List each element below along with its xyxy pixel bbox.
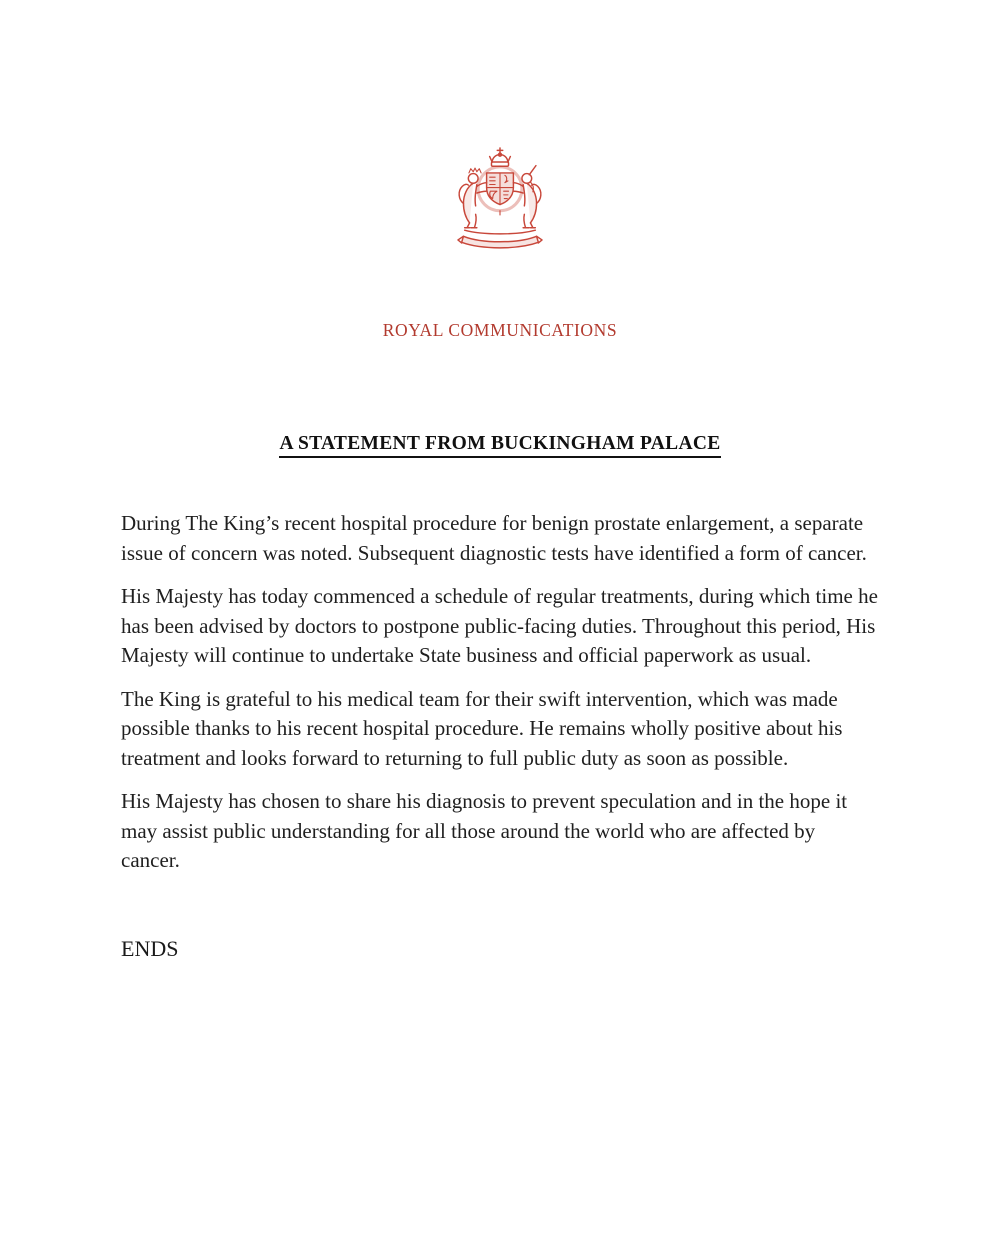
statement-paragraph-4: His Majesty has chosen to share his diagnosis to prevent speculation and in the hope it may assist public understanding for all those around the world who are affected by cancer. xyxy=(121,789,848,872)
title-row xyxy=(121,433,879,458)
royal-coat-of-arms-icon xyxy=(433,146,567,262)
statement-paragraph-2: His Majesty has today commenced a schedule of regular treatments, during which time he has been advised by doctors to postpone public-facing duties. Throughout this period, His Majesty will continue to undertake State business and official paperwork as usual. xyxy=(121,584,878,667)
organization-name: ROYAL COMMUNICATIONS xyxy=(382,320,618,340)
statement-closing: ENDS xyxy=(121,935,179,961)
statement-paragraph-1: During The King’s recent hospital procedure for benign prostate enlargement, a separate issue of concern was noted. Subsequent diagnostic tests have identified a form of cancer. xyxy=(121,511,867,565)
statement-title: A STATEMENT FROM BUCKINGHAM PALACE xyxy=(279,433,720,458)
statement-paragraph-3: The King is grateful to his medical team for their swift intervention, which was made possible thanks to his recent hospital procedure. He remains wholly positive about his treatment and looks forward to returning to full public duty as soon as possible. xyxy=(121,686,843,770)
